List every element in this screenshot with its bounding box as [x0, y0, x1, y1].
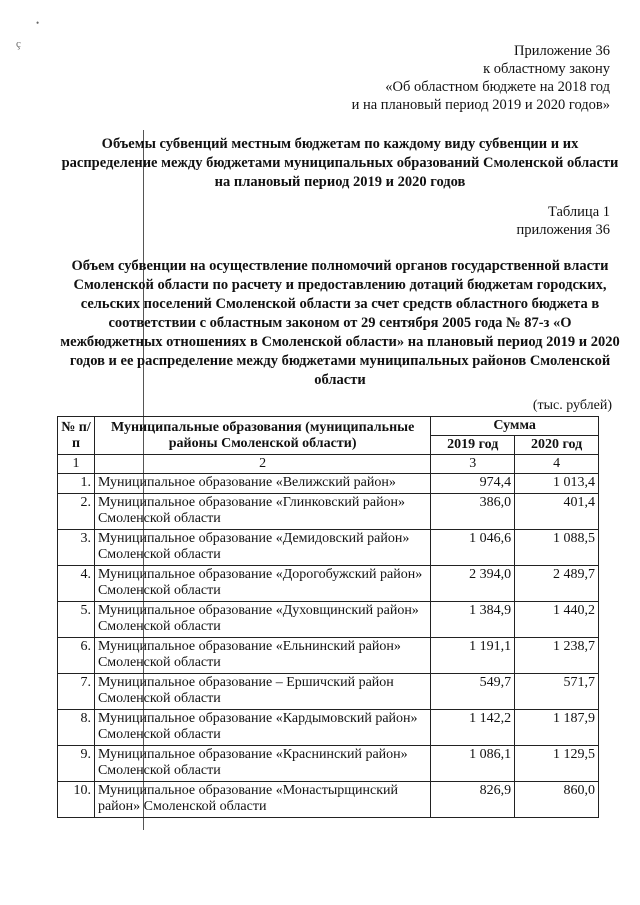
- header-year-2020: 2020 год: [515, 436, 599, 455]
- appendix-line: Приложение 36: [514, 43, 610, 59]
- row-municipality: Муниципальное образование «Монастырщинский район» Смоленской области: [94, 782, 430, 818]
- appendix-line: «Об областном бюджете на 2018 год: [385, 79, 610, 95]
- column-number: 2: [94, 455, 430, 474]
- row-number: 7.: [58, 674, 95, 710]
- column-number: 1: [58, 455, 95, 474]
- row-value-2020: 1 129,5: [515, 746, 599, 782]
- row-value-2020: 1 013,4: [515, 474, 599, 494]
- row-value-2019: 1 142,2: [431, 710, 515, 746]
- row-municipality: Муниципальное образование «Ельнинский район» Смоленской области: [94, 638, 430, 674]
- row-value-2019: 1 046,6: [431, 530, 515, 566]
- column-number: 4: [515, 455, 599, 474]
- row-value-2020: 571,7: [515, 674, 599, 710]
- header-municipality: Муниципальные образования (муниципальные районы Смоленской области): [94, 417, 430, 455]
- appendix-block: [280, 42, 610, 114]
- table-row: [58, 530, 599, 566]
- appendix-line: к областному закону: [483, 61, 610, 77]
- table-row: [58, 710, 599, 746]
- table-title: Объем субвенции на осуществление полномочий органов государственной власти Смоленской области по расчету и предоставлению дотаций бюджетам городских, сельских поселений Смоленской области за счет средств областного бюджета в соответствии с областным законом от 29 сентября 2005 года № 87-з «О межбюджетных отношениях в Смоленской области» на плановый период 2019 и 2020 годов и ее распределение между бюджетами муниципальных районов Смоленской области: [60, 258, 620, 388]
- header-sum: Сумма: [431, 417, 599, 436]
- row-value-2019: 1 191,1: [431, 638, 515, 674]
- row-municipality: Муниципальное образование «Дорогобужский район» Смоленской области: [94, 566, 430, 602]
- row-number: 6.: [58, 638, 95, 674]
- row-value-2020: 1 088,5: [515, 530, 599, 566]
- row-municipality: Муниципальное образование «Глинковский район» Смоленской области: [94, 494, 430, 530]
- scan-artifact-dot: •: [36, 18, 40, 28]
- row-number: 5.: [58, 602, 95, 638]
- row-value-2019: 549,7: [431, 674, 515, 710]
- table-row: [58, 782, 599, 818]
- header-number: № п/п: [58, 417, 95, 455]
- row-value-2020: 401,4: [515, 494, 599, 530]
- subvention-table: [57, 416, 599, 818]
- table-row: [58, 474, 599, 494]
- row-municipality: Муниципальное образование «Кардымовский район» Смоленской области: [94, 710, 430, 746]
- row-number: 2.: [58, 494, 95, 530]
- row-municipality: Муниципальное образование «Духовщинский район» Смоленской области: [94, 602, 430, 638]
- table-ref-line: Таблица 1: [547, 204, 610, 220]
- units-label: (тыс. рублей): [532, 398, 612, 413]
- row-number: 10.: [58, 782, 95, 818]
- row-value-2019: 1 384,9: [431, 602, 515, 638]
- row-value-2020: 1 187,9: [515, 710, 599, 746]
- row-municipality: Муниципальное образование «Велижский район»: [94, 474, 430, 494]
- appendix-line: и на плановый период 2019 и 2020 годов»: [351, 97, 610, 113]
- row-number: 8.: [58, 710, 95, 746]
- row-municipality: Муниципальное образование «Демидовский район» Смоленской области: [94, 530, 430, 566]
- table-row: [58, 674, 599, 710]
- row-value-2019: 974,4: [431, 474, 515, 494]
- row-value-2019: 2 394,0: [431, 566, 515, 602]
- table-row: [58, 638, 599, 674]
- table-row: [58, 602, 599, 638]
- row-number: 3.: [58, 530, 95, 566]
- row-number: 1.: [58, 474, 95, 494]
- row-value-2020: 1 440,2: [515, 602, 599, 638]
- row-value-2020: 860,0: [515, 782, 599, 818]
- row-number: 9.: [58, 746, 95, 782]
- table-ref-line: приложения 36: [516, 222, 610, 238]
- row-municipality: Муниципальное образование – Ершичский район Смоленской области: [94, 674, 430, 710]
- row-municipality: Муниципальное образование «Краснинский район» Смоленской области: [94, 746, 430, 782]
- row-value-2019: 1 086,1: [431, 746, 515, 782]
- scan-artifact-mark: ç: [16, 38, 21, 50]
- row-value-2020: 1 238,7: [515, 638, 599, 674]
- table-row: [58, 566, 599, 602]
- row-number: 4.: [58, 566, 95, 602]
- row-value-2019: 386,0: [431, 494, 515, 530]
- header-year-2019: 2019 год: [431, 436, 515, 455]
- column-number: 3: [431, 455, 515, 474]
- table-reference: [410, 203, 610, 239]
- row-value-2020: 2 489,7: [515, 566, 599, 602]
- main-title: Объемы субвенций местным бюджетам по каждому виду субвенции и их распределение между бюджетами муниципальных образований Смоленской области на плановый период 2019 и 2020 годов: [61, 136, 619, 190]
- row-value-2019: 826,9: [431, 782, 515, 818]
- table-row: [58, 746, 599, 782]
- table-row: [58, 494, 599, 530]
